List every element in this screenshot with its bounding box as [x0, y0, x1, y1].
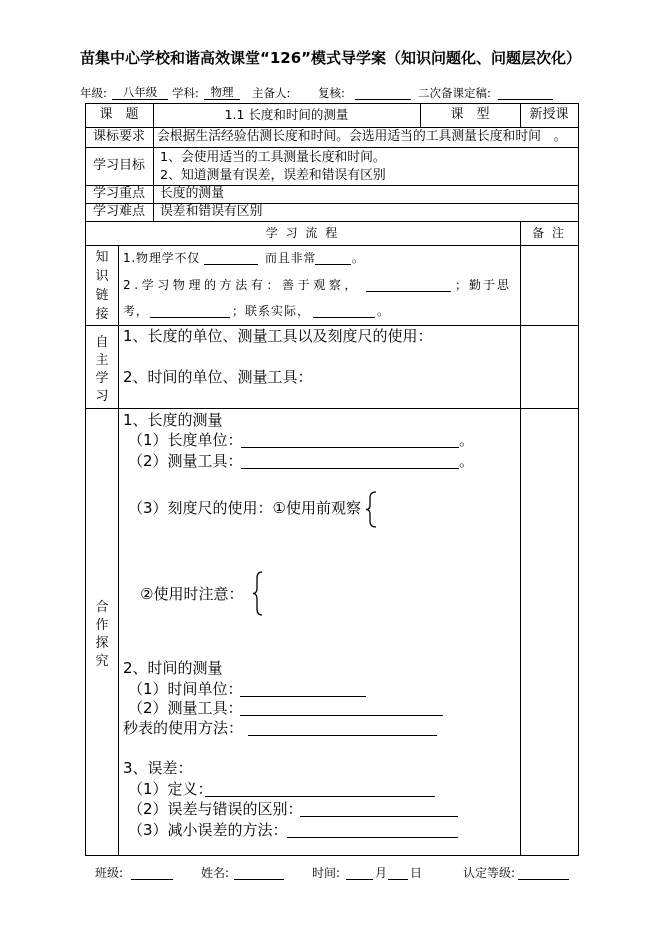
self-study-item: 2、时间的单位、测量工具： — [123, 368, 313, 386]
length-tool-end: 。 — [459, 452, 475, 470]
answer-blank — [131, 866, 173, 880]
knowledge-item1-text: 1.物理学不仅 — [123, 251, 201, 265]
stopwatch-prompt: 秒表的使用方法： — [123, 719, 244, 737]
final-draft-blank — [498, 86, 553, 100]
focus-value: 长度的测量 — [160, 186, 224, 201]
final-draft-label: 二次备课定稿: — [418, 86, 491, 100]
knowledge-item2-text: 2.学习物理的方法有：善于观察， — [123, 278, 361, 292]
answer-blank — [248, 719, 437, 736]
answer-blank — [205, 780, 435, 797]
standard-label: 课标要求 — [92, 129, 145, 144]
answer-blank — [313, 304, 375, 318]
time-tool-prompt: （2）测量工具： — [128, 699, 243, 717]
answer-blank — [240, 680, 366, 697]
lesson-type-label: 课 型 — [450, 107, 490, 122]
ruler-attention-prompt: ②使用时注意： — [140, 585, 244, 603]
footer-name-label: 姓名: — [201, 866, 230, 880]
footer-day-label: 日 — [410, 866, 423, 880]
length-tool-prompt: （2）测量工具： — [128, 452, 243, 470]
preparer-label: 主备人: — [252, 86, 291, 100]
subject-value: 物理 — [204, 86, 240, 100]
table-line — [520, 221, 521, 855]
table-line — [118, 245, 119, 855]
length-unit-prompt: （1）长度单位： — [128, 431, 243, 449]
knowledge-item1-text: 。 — [352, 251, 365, 265]
footer-month-label: 月 — [375, 866, 388, 880]
knowledge-item2-text: 考， — [123, 304, 149, 318]
process-header: 学 习 流 程 — [265, 226, 340, 240]
page-title: 苗集中心学校和谐高效课堂“126”模式导学案（知识问题化、问题层次化） — [79, 49, 582, 67]
lesson-type-value: 新授课 — [529, 107, 569, 122]
length-unit-end: 。 — [459, 431, 475, 449]
knowledge-label: 知识链接 — [95, 250, 109, 322]
footer-time-label: 时间: — [312, 866, 341, 880]
answer-blank — [518, 866, 569, 880]
error-heading: 3、误差： — [123, 759, 193, 777]
topic-value: 1.1 长度和时间的测量 — [224, 107, 349, 122]
answer-blank — [240, 699, 443, 716]
knowledge-item2-text: ；勤于思 — [455, 278, 512, 292]
answer-blank — [300, 800, 458, 817]
ruler-usage-prompt: （3）刻度尺的使用：①使用前观察 — [128, 499, 361, 517]
answer-blank — [234, 866, 284, 880]
length-heading: 1、长度的测量 — [123, 411, 223, 429]
standard-value: 会根据生活经验估测长度和时间。会选用适当的工具测量长度和时间 。 — [157, 129, 567, 144]
error-difference-prompt: （2）误差与错误的区别： — [128, 800, 303, 818]
answer-blank — [204, 251, 258, 265]
goal-item: 2、知道测量有误差，误差和错误有区别 — [160, 168, 386, 183]
notes-header: 备 注 — [532, 226, 566, 240]
time-unit-prompt: （1）时间单位： — [128, 680, 243, 698]
knowledge-item2-text: 。 — [377, 304, 390, 318]
goals-label: 学习目标 — [92, 158, 145, 173]
grade-value: 八年级 — [112, 86, 168, 100]
knowledge-item1-text: 而且非常 — [265, 251, 317, 265]
footer-class-label: 班级: — [95, 866, 124, 880]
subject-label: 学科: — [172, 86, 199, 100]
difficulty-value: 误差和错误有区别 — [160, 204, 263, 219]
answer-blank — [241, 452, 459, 469]
topic-label: 课 题 — [99, 107, 139, 122]
footer-rating-label: 认定等级: — [463, 866, 516, 880]
answer-blank — [366, 278, 451, 292]
answer-blank — [346, 866, 373, 880]
time-heading: 2、时间的测量 — [123, 659, 223, 677]
focus-label: 学习重点 — [92, 186, 145, 201]
table-line — [85, 408, 579, 409]
goal-item: 1、会使用适当的工具测量长度和时间。 — [160, 150, 386, 165]
difficulty-label: 学习难点 — [92, 204, 145, 219]
error-reduce-prompt: （3）减小误差的方法： — [128, 821, 288, 839]
answer-blank — [150, 304, 230, 318]
reviewer-blank — [355, 86, 411, 100]
cooperative-label: 合作探究 — [95, 600, 109, 669]
error-definition-prompt: （1）定义： — [128, 780, 213, 798]
table-line — [85, 245, 579, 246]
answer-blank — [241, 431, 459, 448]
answer-blank — [388, 866, 408, 880]
table-line — [85, 325, 579, 326]
answer-blank — [287, 821, 458, 838]
self-study-label: 自主学习 — [95, 335, 109, 404]
table-line — [85, 147, 579, 148]
self-study-item: 1、长度的单位、测量工具以及刻度尺的使用： — [123, 327, 433, 345]
knowledge-item2-text: ；联系实际， — [232, 304, 311, 318]
grade-label: 年级: — [80, 86, 107, 100]
answer-blank — [315, 251, 351, 265]
reviewer-label: 复核: — [318, 86, 345, 100]
